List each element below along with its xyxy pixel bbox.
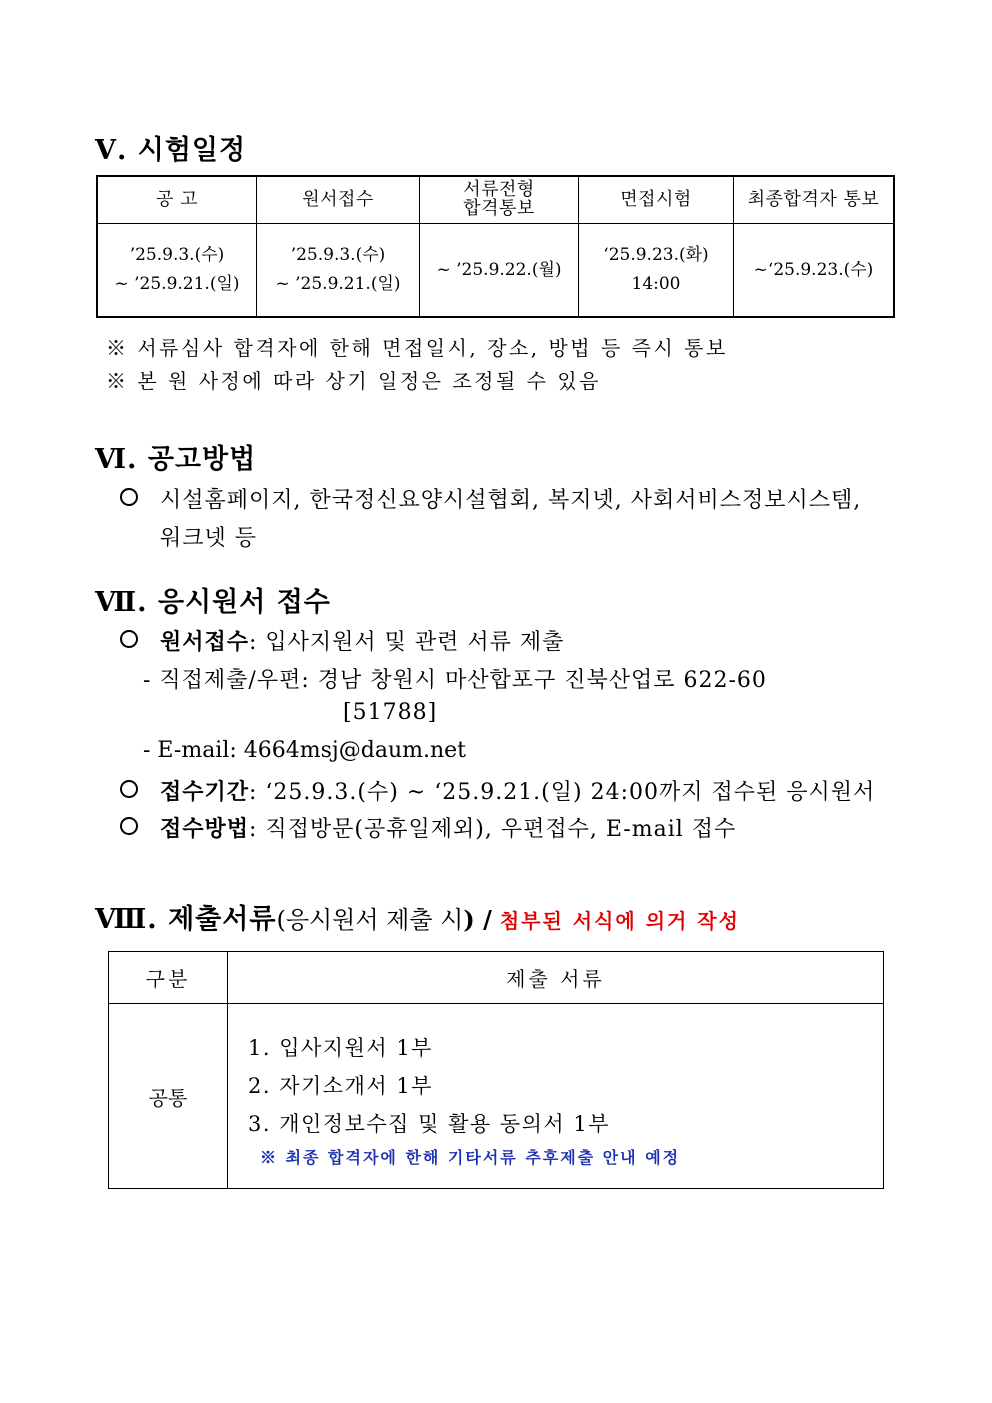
document-item-3: 3. 개인정보수집 및 활용 동의서 1부 (248, 1111, 610, 1136)
cell-document-screening (420, 224, 579, 318)
cell-application-line2: ~ ’25.9.21.(일) (275, 274, 401, 294)
cell-application-line1: ’25.9.3.(수) (290, 245, 386, 266)
cell-interview-line1: ‘25.9.23.(화) (603, 245, 709, 266)
zip-code: [51788] (343, 700, 438, 725)
cell-final-notice-line1: ~‘25.9.23.(수) (753, 259, 874, 280)
section-8-sub-text: 응시원서 제출 시 (285, 906, 464, 934)
header-document-screening-line2: 합격통보 (463, 198, 535, 219)
receipt-method-label: 접수방법 (160, 816, 250, 842)
schedule-note-1: ※ 서류심사 합격자에 한해 면접일시, 장소, 방법 등 즉시 통보 (106, 336, 728, 360)
announce-method-text1: 시설홈페이지, 한국정신요양시설협회, 복지넷, 사회서비스정보시스템, (160, 488, 862, 513)
documents-header-row (109, 952, 884, 1004)
section-8-title (95, 897, 740, 936)
header-final-notice: 최종합격자 통보 (734, 176, 895, 224)
email-line: - E-mail: 4664msj@daum.net (143, 738, 466, 763)
section-6-title: Ⅵ. 공고방법 (95, 444, 257, 475)
header-category: 구분 (109, 952, 228, 1004)
circle-bullet-icon (120, 488, 138, 506)
section-8-paren-close: ) / (463, 905, 492, 934)
header-announcement: 공 고 (97, 176, 257, 224)
schedule-table (96, 175, 895, 318)
row-common-label: 공통 (109, 1004, 228, 1189)
document-item-1: 1. 입사지원서 1부 (248, 1035, 433, 1060)
schedule-data-row (97, 224, 894, 318)
receipt-period-text: : ‘25.9.3.(수) ~ ‘25.9.21.(일) 24:00까지 접수된 응시원서 (249, 780, 876, 805)
section-7-title: Ⅶ. 응시원서 접수 (95, 587, 331, 618)
header-document-screening-line1: 서류전형 (463, 179, 535, 201)
receipt-period-label: 접수기간 (160, 779, 250, 805)
documents-table (108, 951, 884, 1189)
announce-method-line1 (120, 483, 861, 514)
cell-final-notice (734, 224, 895, 318)
schedule-note-2: ※ 본 원 사정에 따라 상기 일정은 조정될 수 있음 (106, 369, 601, 393)
section-8-red-note: 첨부된 서식에 의거 작성 (499, 909, 740, 933)
cell-announcement (97, 224, 257, 318)
cell-announcement-line2: ~ ’25.9.21.(일) (114, 274, 240, 294)
section-8-subtitle (276, 906, 491, 934)
row-common-items (228, 1004, 884, 1189)
section-8-paren-open: ( (276, 906, 286, 934)
direct-submission-line: - 직접제출/우편: 경남 창원시 마산합포구 진북산업로 622-60 (143, 668, 767, 693)
cell-announcement-line1: ’25.9.3.(수) (129, 245, 225, 266)
circle-bullet-icon (120, 780, 138, 798)
application-receipt-line (120, 625, 564, 656)
announce-method-line2: 워크넷 등 (160, 526, 258, 551)
cell-interview-line2: 14:00 (631, 274, 681, 294)
header-document-screening (420, 176, 579, 224)
receipt-method-text: : 직접방문(공휴일제외), 우편접수, E-mail 접수 (249, 817, 737, 842)
receipt-method-line (120, 812, 736, 843)
section-8-heading: Ⅷ. 제출서류 (95, 904, 277, 935)
header-application: 원서접수 (257, 176, 420, 224)
header-documents: 제출 서류 (228, 952, 884, 1004)
circle-bullet-icon (120, 817, 138, 835)
header-interview: 면접시험 (579, 176, 734, 224)
cell-document-screening-line1: ~ ’25.9.22.(월) (436, 259, 562, 280)
cell-application (257, 224, 420, 318)
circle-bullet-icon (120, 630, 138, 648)
documents-data-row (109, 1004, 884, 1189)
document-item-2: 2. 자기소개서 1부 (248, 1073, 433, 1098)
documents-blue-note: ※ 최종 합격자에 한해 기타서류 추후제출 안내 예정 (260, 1147, 681, 1167)
application-receipt-label: 원서접수 (160, 629, 250, 655)
receipt-period-line (120, 775, 875, 806)
schedule-header-row (97, 176, 894, 224)
cell-interview (579, 224, 734, 318)
application-receipt-text: : 입사지원서 및 관련 서류 제출 (249, 630, 565, 655)
section-5-title: Ⅴ. 시험일정 (95, 135, 247, 166)
